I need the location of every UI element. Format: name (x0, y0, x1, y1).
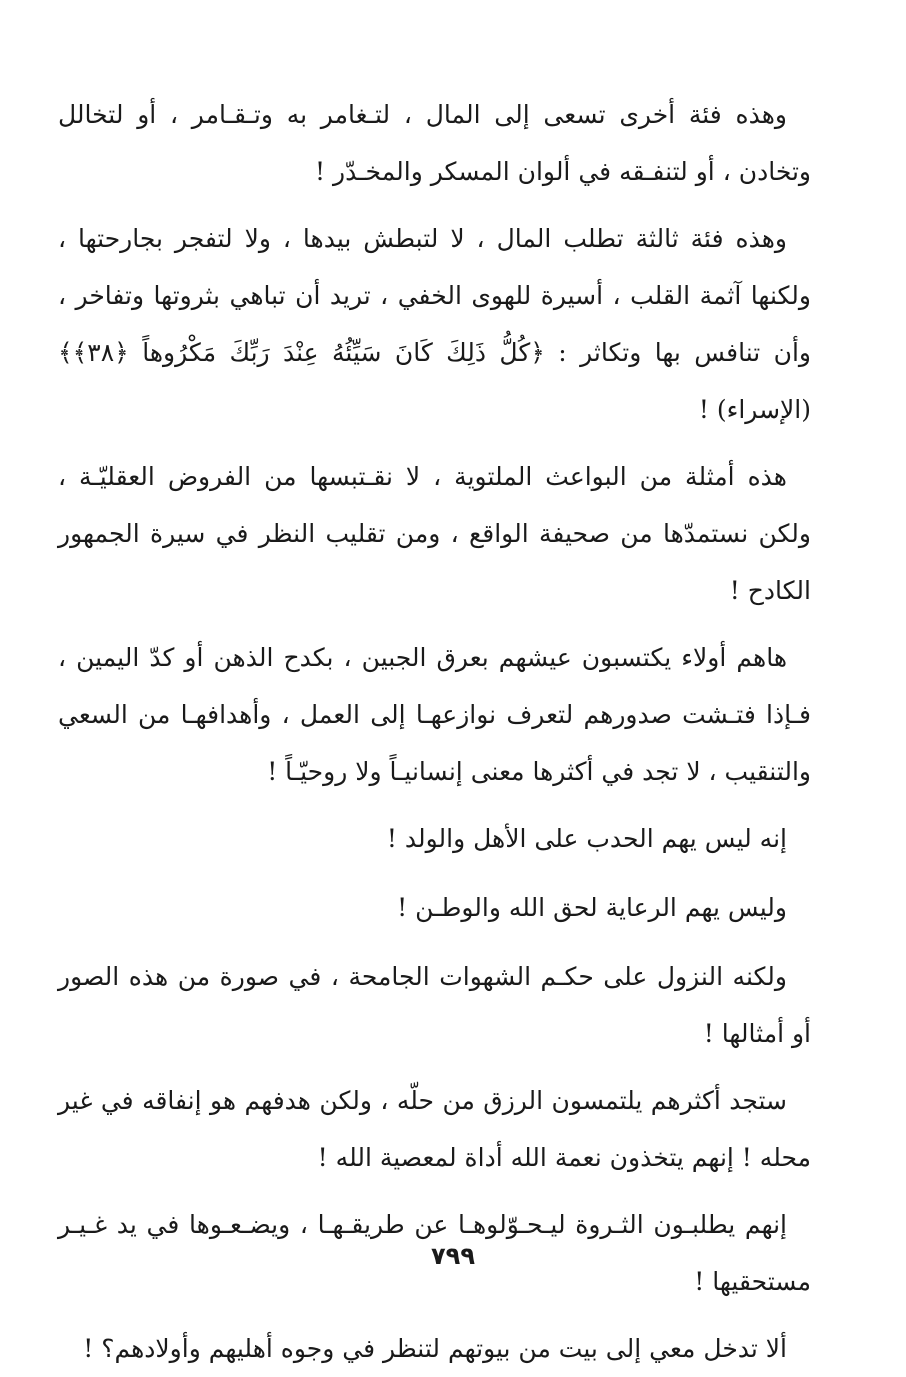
paragraph-4: هاهم أولاء يكتسبون عيشهم بعرق الجبين ، بكدح الذهن أو كدّ اليمين ، فـإذا فتـشت صدورهم لتعرف نوازعهـا إلى العمل ، وأهدافهـا من السعي والتنقيب ، لا تجد في أكثرها معنى إنسانيـاً ولا روحيّـاً ! (58, 643, 811, 786)
paragraph-9: إنهم يطلبـون الثـروة ليـحـوّلوهـا عن طريقـهـا ، ويضـعـوها في يد غـيـر مستحقيها ! (58, 1210, 811, 1296)
page-number: ٧٩٩ (431, 1242, 475, 1270)
paragraph-5: إنه ليس يهم الحدب على الأهل والولد ! (386, 824, 787, 853)
paragraph-2: وهذه فئة ثالثة تطلب المال ، لا لتبطش بيدها ، ولا لتفجر بجارحتها ، ولكنها آثمة القلب ، أسيرة للهوى الخفي ، تريد أن تباهي بثروتها وتفاخر ، وأن تنافس بها وتكاثر : ﴿كُلُّ ذَلِكَ كَانَ سَيِّئُهُ عِنْدَ رَبِّكَ مَكْرُوهاً ﴿٣٨﴾﴾ (الإسراء) ! (58, 224, 811, 424)
paragraph-10: ألا تدخل معي إلى بيت من بيوتهم لتنظر في وجوه أهليهم وأولادهم؟ ! (83, 1334, 787, 1363)
paragraph-6: وليس يهم الرعاية لحق الله والوطـن ! (397, 893, 787, 922)
paragraph-3: هذه أمثلة من البواعث الملتوية ، لا نقـتبسها من الفروض العقليّـة ، ولكن نستمدّها من صحيفة الواقع ، ومن تقليب النظر في سيرة الجمهور الكادح ! (58, 462, 811, 605)
paragraph-7: ولكنه النزول على حكـم الشهوات الجامحة ، في صورة من هذه الصور أو أمثالها ! (58, 962, 811, 1048)
paragraph-1: وهذه فئة أخرى تسعى إلى المال ، لتـغامر به وتـقـامر ، أو لتخالل وتخادن ، أو لتنفـقه في ألوان المسكر والمخـدّر ! (58, 100, 811, 186)
paragraph-8: ستجد أكثرهم يلتمسون الرزق من حلّه ، ولكن هدفهم هو إنفاقه في غير محله ! إنهم يتخذون نعمة الله أداة لمعصية الله ! (58, 1086, 811, 1172)
